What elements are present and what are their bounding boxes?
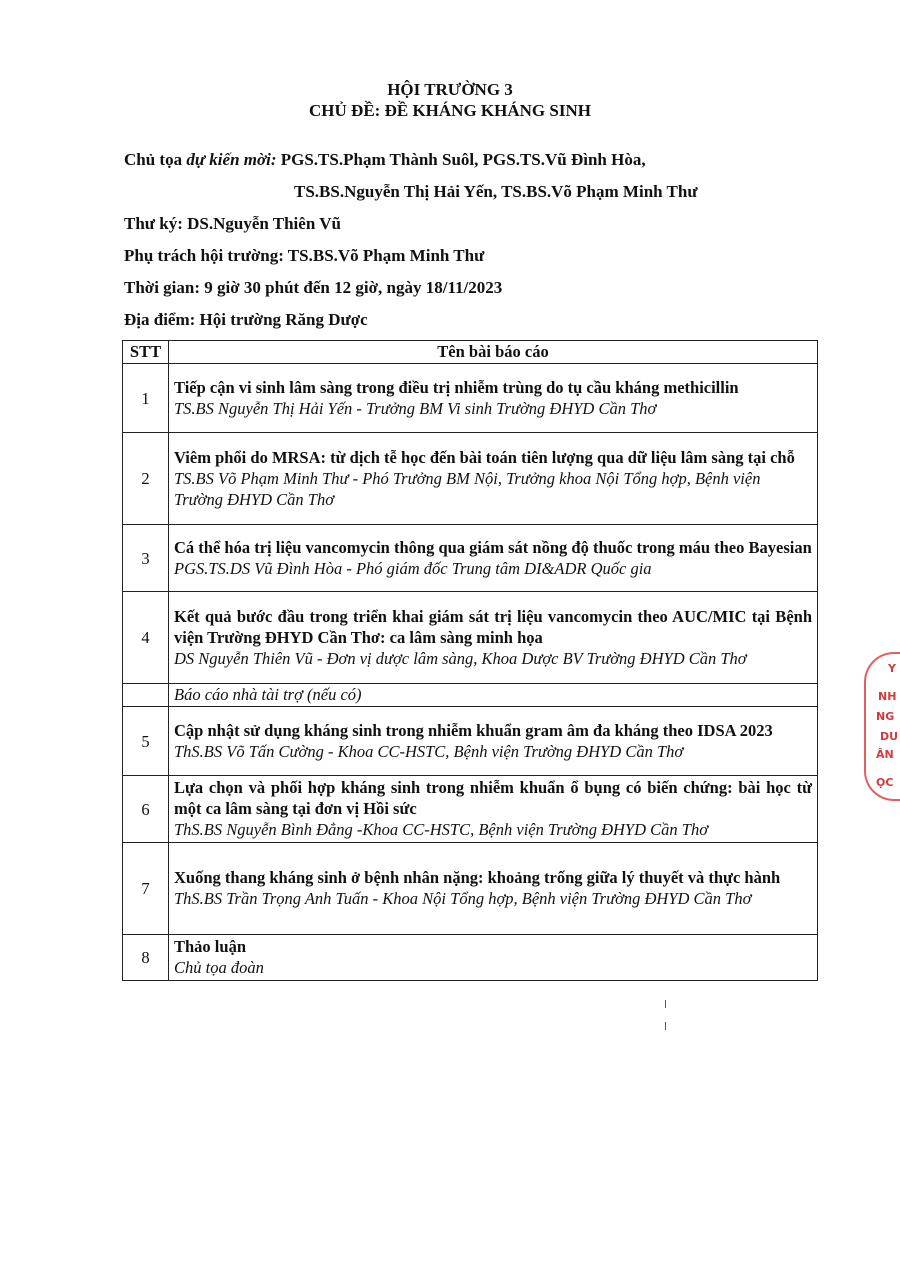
stamp-text: ÂN [876, 748, 894, 761]
row-number: 6 [123, 776, 169, 843]
table-row [123, 707, 818, 776]
talk-author: ThS.BS Võ Tấn Cường - Khoa CC-HSTC, Bệnh viện Trường ĐHYD Cần Thơ [174, 741, 684, 761]
table-row [123, 684, 818, 707]
stamp-text: NH [878, 690, 897, 703]
row-number: 5 [123, 707, 169, 776]
table-row [123, 843, 818, 935]
venue: Địa điểm: Hội trường Răng Dược [124, 310, 368, 329]
talk-author: Chủ tọa đoàn [174, 958, 264, 977]
table-row [123, 525, 818, 592]
red-stamp [858, 650, 900, 800]
talk-title: Cập nhật sử dụng kháng sinh trong nhiễm khuẩn gram âm đa kháng theo IDSA 2023 [174, 720, 773, 740]
row-number [123, 684, 169, 707]
talk-author: TS.BS Nguyễn Thị Hải Yến - Trưởng BM Vi sinh Trường ĐHYD Cần Thơ [174, 398, 657, 418]
talk-author: ThS.BS Trần Trọng Anh Tuấn - Khoa Nội Tổng hợp, Bệnh viện Trường ĐHYD Cần Thơ [174, 889, 752, 908]
col-title-header: Tên bài báo cáo [169, 341, 818, 364]
table-row [123, 433, 818, 525]
row-number: 2 [123, 433, 169, 525]
table-row [123, 935, 818, 981]
scan-mark [665, 1000, 666, 1008]
row-number: 7 [123, 843, 169, 935]
talk-title: Tiếp cận vi sinh lâm sàng trong điều trị nhiễm trùng do tụ cầu kháng methicillin [174, 377, 739, 397]
row-content [169, 364, 818, 433]
stamp-text: NG [876, 710, 895, 723]
topic-title: CHỦ ĐỀ: ĐỀ KHÁNG KHÁNG SINH [309, 101, 591, 120]
chair-label-italic: dự kiến mời: [186, 150, 277, 169]
secretary: Thư ký: DS.Nguyễn Thiên Vũ [124, 214, 341, 233]
row-content [169, 433, 818, 525]
row-content [169, 684, 818, 707]
stamp-text: DU [880, 730, 899, 743]
table-header-row [123, 341, 818, 364]
stamp-text: Y [888, 662, 896, 675]
stamp-text: ỌC [876, 776, 894, 789]
talk-author: ThS.BS Nguyễn Bình Đẳng -Khoa CC-HSTC, Bệnh viện Trường ĐHYD Cần Thơ [174, 820, 709, 839]
table-row [123, 776, 818, 843]
chair-line-1 [124, 150, 646, 170]
table-row [123, 592, 818, 684]
talk-author: PGS.TS.DS Vũ Đình Hòa - Phó giám đốc Trung tâm DI&ADR Quốc gia [174, 558, 652, 578]
chair-names-1: PGS.TS.Phạm Thành Suôl, PGS.TS.Vũ Đình Hòa, [280, 150, 646, 169]
chair-label: Chủ tọa [124, 150, 183, 169]
talk-author: TS.BS Võ Phạm Minh Thư - Phó Trưởng BM Nội, Trưởng khoa Nội Tổng hợp, Bệnh viện Trường ĐHYD Cần Thơ [174, 468, 761, 509]
talk-title: Kết quả bước đầu trong triển khai giám sát trị liệu vancomycin theo AUC/MIC tại Bệnh viện Trường ĐHYD Cần Thơ: ca lâm sàng minh họa [174, 606, 812, 647]
talk-title: Xuống thang kháng sinh ở bệnh nhân nặng: khoảng trống giữa lý thuyết và thực hành [174, 868, 781, 887]
chair-names-2: TS.BS.Nguyễn Thị Hải Yến, TS.BS.Võ Phạm Minh Thư [294, 182, 698, 201]
row-number: 8 [123, 935, 169, 981]
col-stt-header: STT [123, 341, 169, 364]
row-content [169, 935, 818, 981]
sponsor-note: Báo cáo nhà tài trợ (nếu có) [174, 685, 362, 704]
talk-author: DS Nguyễn Thiên Vũ - Đơn vị dược lâm sàng, Khoa Dược BV Trường ĐHYD Cần Thơ [174, 648, 747, 668]
talk-title: Lựa chọn và phối hợp kháng sinh trong nhiễm khuẩn ổ bụng có biến chứng: bài học từ một ca lâm sàng tại đơn vị Hồi sức [174, 778, 812, 818]
row-content [169, 776, 818, 843]
row-number: 3 [123, 525, 169, 592]
table-row [123, 364, 818, 433]
row-number: 4 [123, 592, 169, 684]
hall-manager: Phụ trách hội trường: TS.BS.Võ Phạm Minh Thư [124, 246, 485, 265]
talk-title: Thảo luận [174, 937, 246, 956]
talk-title: Cá thể hóa trị liệu vancomycin thông qua giám sát nồng độ thuốc trong máu theo Bayesian [174, 537, 812, 557]
hall-title: HỘI TRƯỜNG 3 [387, 80, 513, 99]
talk-title: Viêm phổi do MRSA: từ dịch tễ học đến bài toán tiên lượng qua dữ liệu lâm sàng tại chỗ [174, 447, 795, 467]
program-table [122, 340, 818, 981]
row-content [169, 525, 818, 592]
row-content [169, 843, 818, 935]
scan-mark [665, 1022, 666, 1030]
row-number: 1 [123, 364, 169, 433]
row-content [169, 592, 818, 684]
session-time: Thời gian: 9 giờ 30 phút đến 12 giờ, ngày 18/11/2023 [124, 278, 503, 297]
row-content [169, 707, 818, 776]
